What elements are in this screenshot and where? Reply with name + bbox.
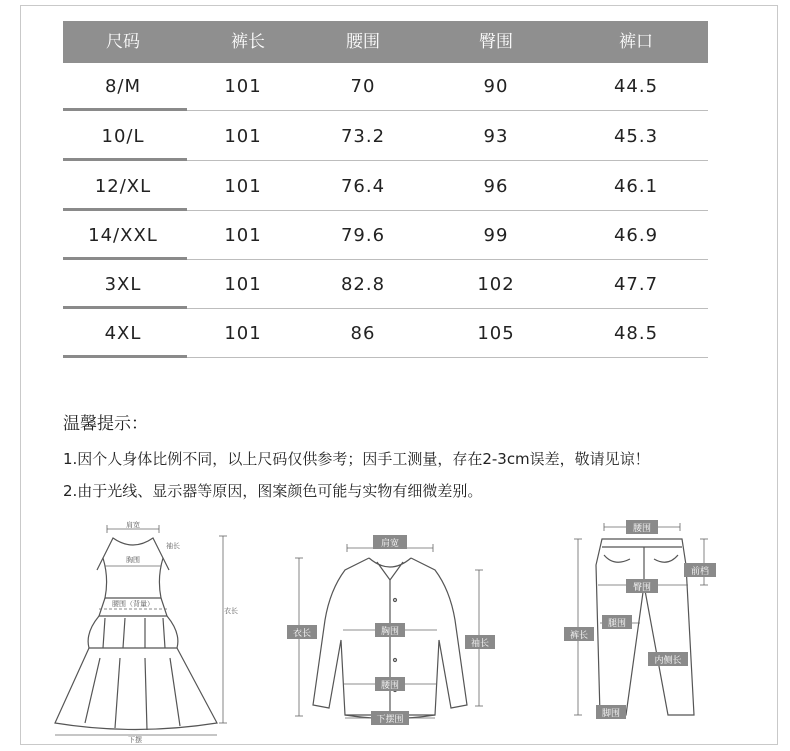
tips-title: 温馨提示：: [63, 414, 148, 434]
size-underline: [63, 208, 187, 211]
waist-cell: 73.2: [340, 126, 386, 147]
pants-length-cell: 101: [224, 274, 262, 295]
hip-cell: 93: [483, 126, 509, 147]
pants-length-cell: 101: [224, 76, 262, 97]
pants-length-cell: 101: [224, 126, 262, 147]
pants-opening-label: 脚围: [601, 709, 621, 719]
leg-opening-cell: 46.9: [613, 225, 659, 246]
size-underline: [63, 306, 187, 309]
table-row: [63, 261, 708, 309]
size-cell: 4XL: [104, 323, 142, 344]
header-leg-opening: 裤口: [619, 32, 653, 52]
header-pants-length: 裤长: [231, 32, 265, 52]
hip-cell: 99: [483, 225, 509, 246]
size-cell: 12/XL: [94, 176, 152, 197]
size-underline: [63, 355, 187, 358]
dress-waist-label: 腰围（背量）: [112, 600, 154, 608]
size-cell: 8/M: [104, 76, 142, 97]
leg-opening-cell: 47.7: [613, 274, 659, 295]
waist-cell: 79.6: [340, 225, 386, 246]
tip-line-1: 1.因个人身体比例不同，以上尺码仅供参考；因手工测量，存在2-3cm误差，敬请见谅！: [63, 450, 650, 468]
pants-length-label: 裤长: [569, 631, 589, 641]
pants-hip-label: 臀围: [632, 583, 652, 593]
shirt-diagram: [285, 530, 500, 735]
leg-opening-cell: 45.3: [613, 126, 659, 147]
shirt-bust-label: 胸围: [380, 627, 400, 637]
table-row: [63, 310, 708, 358]
pants-inseam-label: 内侧长: [654, 656, 682, 666]
hip-cell: 102: [477, 274, 515, 295]
waist-cell: 86: [350, 323, 376, 344]
leg-opening-cell: 44.5: [613, 76, 659, 97]
header-waist: 腰围: [346, 32, 380, 52]
leg-opening-cell: 48.5: [613, 323, 659, 344]
pants-diagram: [560, 515, 720, 740]
dress-hem-label: 下摆: [128, 736, 142, 743]
size-cell: 3XL: [104, 274, 142, 295]
table-row: [63, 63, 708, 111]
tip-line-2: 2.由于光线、显示器等原因，图案颜色可能与实物有细微差别。: [63, 482, 483, 500]
hip-cell: 105: [477, 323, 515, 344]
shirt-waist-label: 腰围: [380, 681, 400, 691]
waist-cell: 82.8: [340, 274, 386, 295]
size-underline: [63, 158, 187, 161]
header-hip: 臀围: [479, 32, 513, 52]
dress-bust-label: 胸围: [126, 556, 140, 564]
header-size: 尺码: [106, 32, 140, 52]
hip-cell: 96: [483, 176, 509, 197]
table-row: [63, 163, 708, 211]
dress-sleeve-label: 袖长: [166, 542, 180, 550]
pants-length-cell: 101: [224, 225, 262, 246]
waist-cell: 76.4: [340, 176, 386, 197]
size-cell: 14/XXL: [88, 225, 158, 246]
pants-waist-label: 腰围: [632, 524, 652, 534]
shirt-length-label: 衣长: [292, 629, 312, 639]
leg-opening-cell: 46.1: [613, 176, 659, 197]
size-table-header: [63, 21, 708, 63]
dress-shoulder-label: 肩宽: [126, 521, 140, 529]
size-cell: 10/L: [101, 126, 145, 147]
shirt-sleeve-label: 袖长: [470, 639, 490, 649]
pants-rise-label: 前档: [690, 567, 710, 577]
size-underline: [63, 108, 187, 111]
pants-length-cell: 101: [224, 323, 262, 344]
table-row: [63, 113, 708, 161]
pants-length-cell: 101: [224, 176, 262, 197]
dress-diagram: [45, 518, 245, 743]
pants-thigh-label: 腿围: [607, 619, 627, 629]
shirt-shoulder-label: 肩宽: [380, 539, 400, 549]
waist-cell: 70: [350, 76, 376, 97]
dress-length-label: 衣长: [224, 607, 238, 615]
shirt-hem-label: 下摆围: [376, 715, 404, 725]
size-underline: [63, 257, 187, 260]
table-row: [63, 212, 708, 260]
hip-cell: 90: [483, 76, 509, 97]
